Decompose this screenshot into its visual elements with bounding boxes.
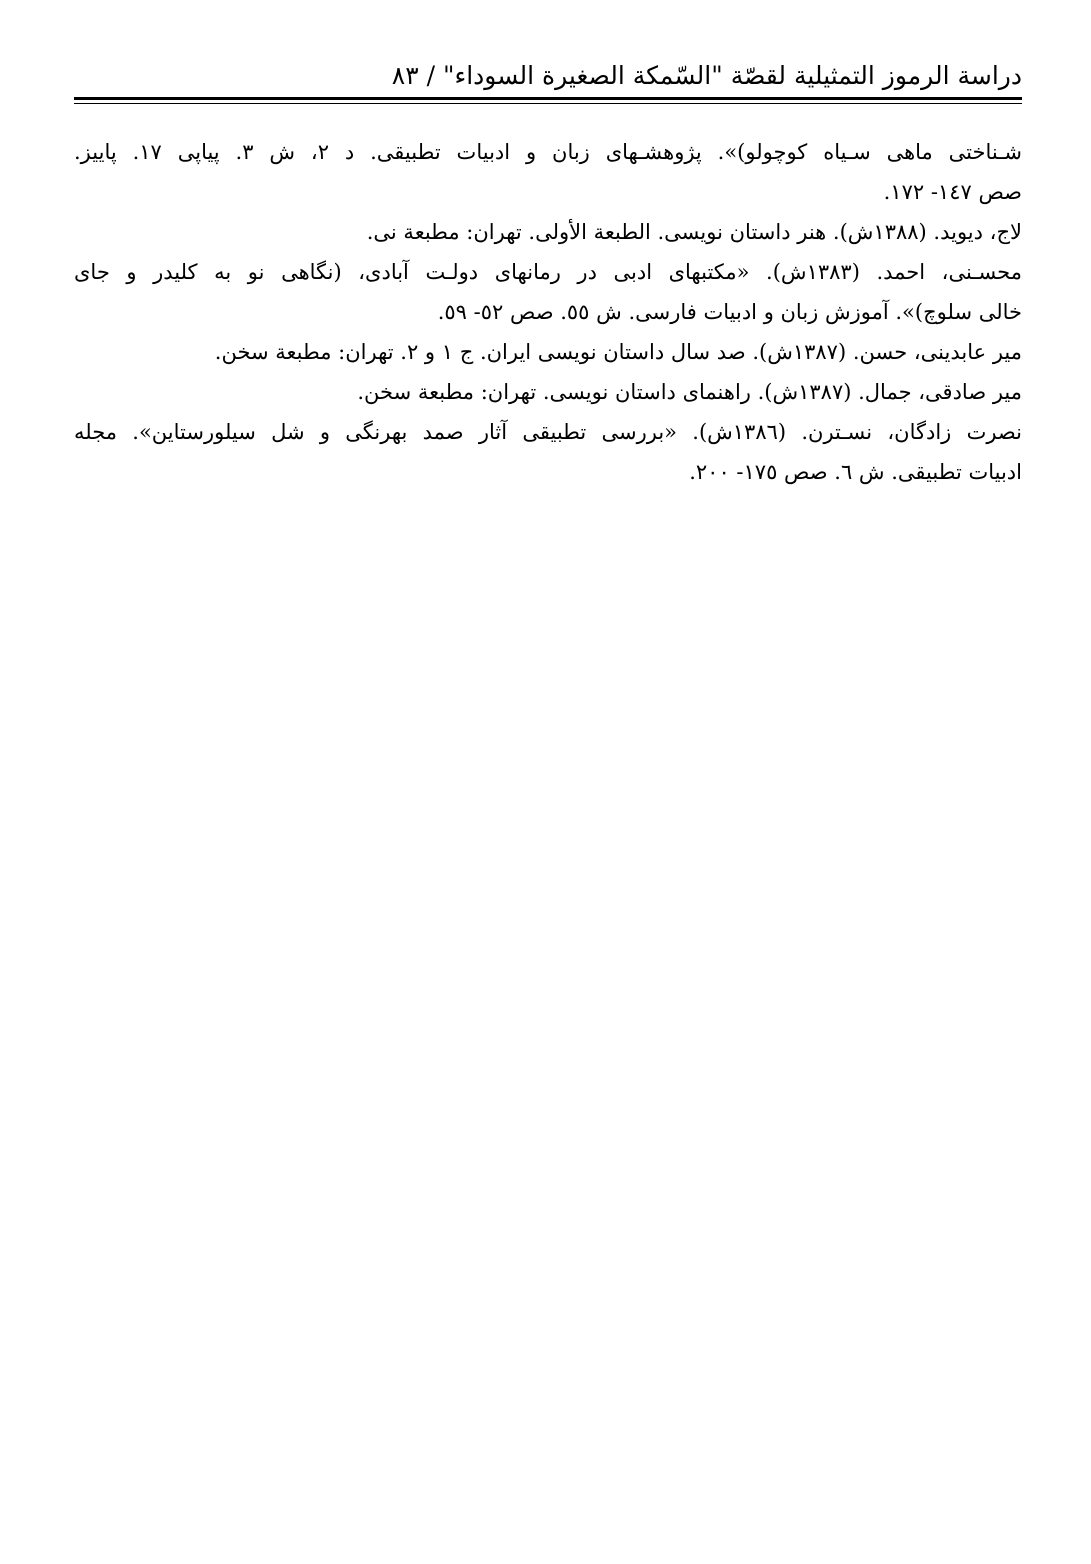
reference-line: صص ۱٤٧- ۱۷۲.: [883, 180, 1022, 204]
reference-line: ادبیات تطبیقی. ش ٦. صص ۱۷٥- ۲۰۰.: [689, 460, 1022, 484]
references-list: [74, 132, 1022, 492]
reference-line: خالی سلوچ)». آموزش زبان و ادبیات فارسی. ش ٥٥. صص ٥۲- ٥۹.: [437, 300, 1022, 324]
reference-line: میر عابدینی، حسن. (۱۳۸۷ش). صد سال داستان نویسی ایران. ج ۱ و ۲. تهران: مطبعة سخن.: [214, 340, 1022, 364]
running-header: دراسة الرموز التمثيلية لقصّة "السّمكة الصغيرة السوداء" / ٨٣: [391, 61, 1022, 90]
reference-line: میر صادقی، جمال. (۱۳۸۷ش). راهنمای داستان نویسی. تهران: مطبعة سخن.: [357, 380, 1022, 404]
reference-line: لاج، دیوید. (۱۳۸۸ش). هنر داستان نویسی. الطبعة الأولی. تهران: مطبعة نی.: [366, 220, 1022, 244]
reference-line: شـناختی ماهی سـیاه کوچولو)». پژوهشـهای زبان و ادبیات تطبیقی. د ۲، ش ۳. پیاپی ۱۷. پاییز.: [74, 140, 1022, 164]
reference-line: نصرت زادگان، نسـترن. (۱۳۸٦ش). «بررسی تطبیقی آثار صمد بهرنگی و شل سیلورستاین». مجله: [74, 420, 1022, 444]
header-rule-thick: [74, 97, 1022, 100]
reference-line: محسـنی، احمد. (۱۳۸۳ش). «مکتبهای ادبی در رمانهای دولـت آبادی، (نگاهی نو به کلیدر و جای: [74, 260, 1022, 284]
header-rule-thin: [74, 103, 1022, 104]
